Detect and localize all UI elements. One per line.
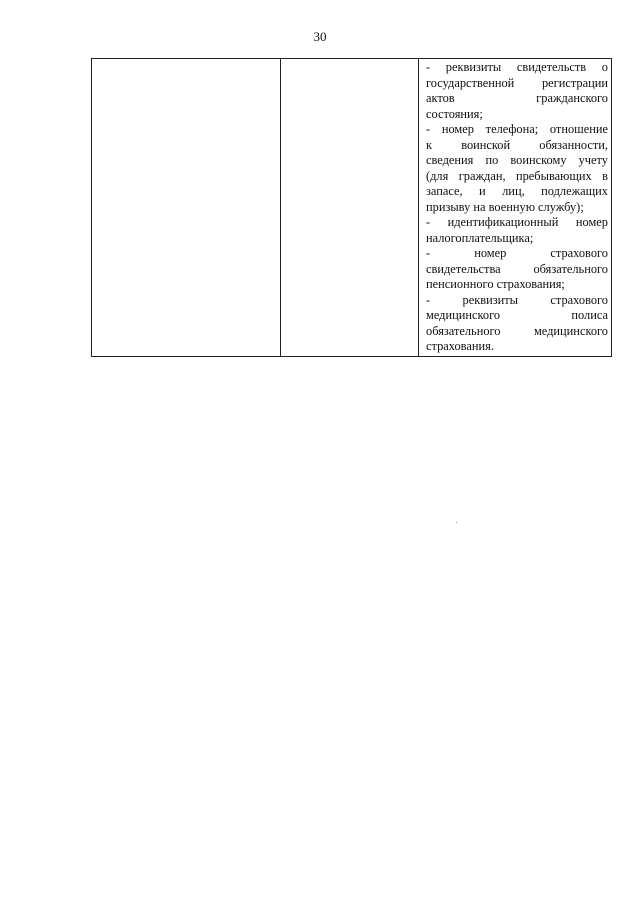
text-word: номер	[575, 215, 608, 229]
text-word: страхового	[550, 246, 608, 260]
text-word: -	[426, 60, 431, 74]
text-word: идентификационный	[447, 215, 559, 229]
text-line	[426, 324, 608, 340]
text-word: обязательного	[426, 323, 501, 338]
text-word: по	[485, 153, 499, 167]
text-word: актов	[426, 91, 455, 105]
text-line: состояния;	[426, 106, 483, 121]
text-line	[426, 293, 608, 309]
text-word: регистрации	[541, 75, 608, 90]
text-line	[426, 308, 608, 324]
table-cell-2	[281, 59, 419, 357]
text-line	[426, 184, 608, 200]
text-word: обязательного	[533, 261, 608, 276]
text-line	[426, 169, 608, 185]
text-word: сведения	[426, 153, 474, 167]
text-word: подлежащих	[541, 184, 608, 198]
text-word: номер	[441, 122, 474, 136]
text-word: учету	[578, 153, 608, 167]
text-word: государственной	[426, 75, 515, 90]
text-word: реквизиты	[462, 292, 518, 307]
text-line: налогоплательщика;	[426, 230, 534, 245]
text-word: к	[426, 137, 433, 152]
text-word: запасе,	[426, 184, 463, 198]
text-line: призыву на военную службу);	[426, 199, 584, 214]
text-word: свидетельства	[426, 261, 501, 276]
text-word: свидетельств	[516, 60, 587, 74]
text-word: воинскому	[510, 153, 567, 167]
text-word: пребывающих	[515, 168, 592, 183]
text-line	[426, 60, 608, 76]
text-line	[426, 138, 608, 154]
text-line: страхования.	[426, 339, 494, 353]
text-word: -	[426, 122, 431, 136]
text-line: пенсионного страхования;	[426, 277, 565, 291]
text-word: номер	[474, 246, 507, 260]
text-word: страхового	[550, 292, 608, 307]
text-word: отношение	[549, 122, 608, 136]
text-word: граждан,	[458, 168, 506, 183]
text-line	[426, 122, 608, 138]
table-row	[92, 59, 612, 357]
text-line	[426, 91, 608, 107]
text-word: реквизиты	[445, 60, 502, 74]
scan-speck	[456, 522, 457, 523]
text-line	[426, 215, 608, 231]
text-word: медицинского	[533, 323, 608, 338]
text-word: о	[601, 60, 608, 74]
text-word: телефона;	[485, 122, 539, 136]
text-word: -	[426, 292, 431, 307]
text-line	[426, 153, 608, 169]
text-word: гражданского	[536, 91, 608, 105]
cell-3-text	[426, 60, 608, 355]
text-word: медицинского	[426, 308, 501, 322]
text-word: обязанности,	[539, 137, 608, 152]
document-table	[91, 58, 612, 357]
text-line	[426, 76, 608, 92]
text-word: лиц,	[502, 184, 525, 198]
text-line	[426, 262, 608, 278]
text-word: -	[426, 246, 431, 260]
text-word: и	[479, 184, 486, 198]
text-word: -	[426, 215, 431, 229]
text-word: (для	[426, 168, 449, 183]
table-cell-3	[419, 59, 612, 357]
text-word: в	[602, 168, 608, 183]
page-number: 30	[313, 29, 327, 44]
text-line	[426, 246, 608, 262]
text-word: воинской	[461, 137, 511, 152]
text-word: полиса	[571, 308, 608, 322]
table-cell-1	[92, 59, 281, 357]
